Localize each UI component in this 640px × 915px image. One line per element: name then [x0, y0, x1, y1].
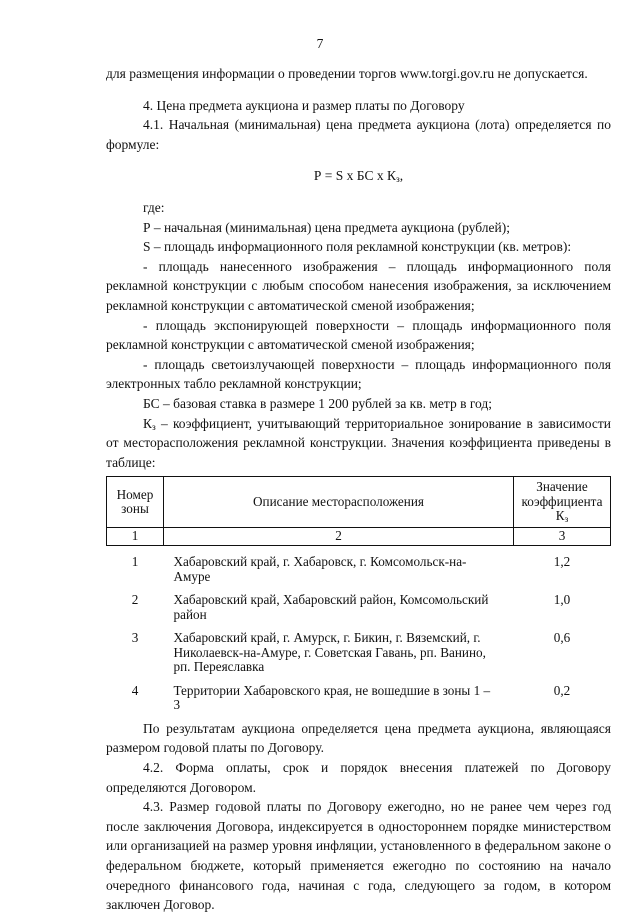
header-description: Описание месторасположения: [164, 477, 514, 528]
document-body: [106, 64, 611, 915]
definition-bs: БС – базовая ставка в размере 1 200 рублей за кв. метр в год;: [143, 395, 493, 411]
table-row: [107, 675, 611, 713]
index-cell: 3: [514, 527, 611, 546]
zone-description: Территории Хабаровского края, не вошедшие в зоны 1 – 3: [173, 682, 491, 713]
coefficient-value: 0,6: [553, 630, 571, 646]
price-formula: Р = S х БС х $К_з$,: [313, 168, 404, 186]
definition-k: $К_з$ – коэффициент, учитывающий территориальное зонирование в зависимости от месторасположения рекламной конструкции. Значения коэффициента приведены в таблице:: [106, 415, 611, 470]
zone-number: 4: [131, 682, 139, 698]
header-coefficient: Значение коэффициента $К_з$: [514, 477, 611, 528]
table-index-row: [107, 527, 611, 546]
bullet-exposing-surface: - площадь экспонирующей поверхности – площадь информационного поля рекламной конструкции с автоматической сменой изображения;: [106, 317, 611, 353]
index-cell: 2: [164, 527, 514, 546]
paragraph-4-1: 4.1. Начальная (минимальная) цена предмета аукциона (лота) определяется по формуле:: [106, 117, 611, 152]
zone-description: Хабаровский край, г. Хабаровск, г. Комсомольск-на-Амуре: [173, 554, 467, 584]
top-paragraph: для размещения информации о проведении торгов www.torgi.gov.ru не допускается.: [106, 66, 588, 81]
bullet-light-emitting-surface: - площадь светоизлучающей поверхности – площадь информационного поля электронных табло рекламной конструкции;: [106, 356, 611, 392]
zone-description: Хабаровский край, Хабаровский район, Комсомольский район: [173, 592, 489, 622]
where-label: где:: [143, 199, 165, 215]
zone-number: 2: [131, 592, 139, 608]
page-number: 7: [316, 36, 324, 51]
zone-description: Хабаровский край, г. Амурск, г. Бикин, г. Вяземский, г. Николаевск-на-Амуре, г. Советская Гавань, рп. Ванино, рп. Переяславка: [173, 630, 486, 675]
zone-coefficient-table: [106, 476, 611, 713]
coefficient-value: 1,2: [553, 554, 571, 570]
paragraph-auction-result: По результатам аукциона определяется цена предмета аукциона, являющаяся размером годовой платы по Договору.: [106, 720, 611, 756]
definition-s: S – площадь информационного поля рекламной конструкции (кв. метров):: [143, 239, 572, 255]
table-header-row: [107, 477, 611, 528]
bullet-applied-image: - площадь нанесенного изображения – площадь информационного поля рекламной конструкции с любым способом нанесения изображения, за исключением рекламной конструкции с автоматической сменой изображения;: [106, 258, 611, 313]
table-row: [107, 622, 611, 675]
index-cell: 1: [107, 527, 164, 546]
coefficient-value: 0,2: [553, 682, 571, 698]
paragraph-4-2: 4.2. Форма оплаты, срок и порядок внесения платежей по Договору определяются Договором.: [106, 759, 611, 795]
coefficient-value: 1,0: [553, 592, 571, 608]
table-row: [107, 546, 611, 585]
paragraph-4-3: 4.3. Размер годовой платы по Договору ежегодно, но не ранее чем через год после заключения Договора, индексируется в одностороннем порядке министерством или организацией на размер уровня инфляции, установленного в федеральном законе о федеральном бюджете, который применяется ежегодно по состоянию на начало очередного финансового года, начиная с года, следующего за годом, в котором заключен Договор.: [106, 799, 611, 913]
zone-number: 1: [131, 554, 139, 570]
section-title: 4. Цена предмета аукциона и размер платы по Договору: [143, 97, 465, 113]
table-row: [107, 584, 611, 622]
definition-p: Р – начальная (минимальная) цена предмета аукциона (рублей);: [143, 219, 510, 235]
zone-number: 3: [131, 630, 139, 646]
header-zone: Номер зоны: [107, 477, 164, 528]
